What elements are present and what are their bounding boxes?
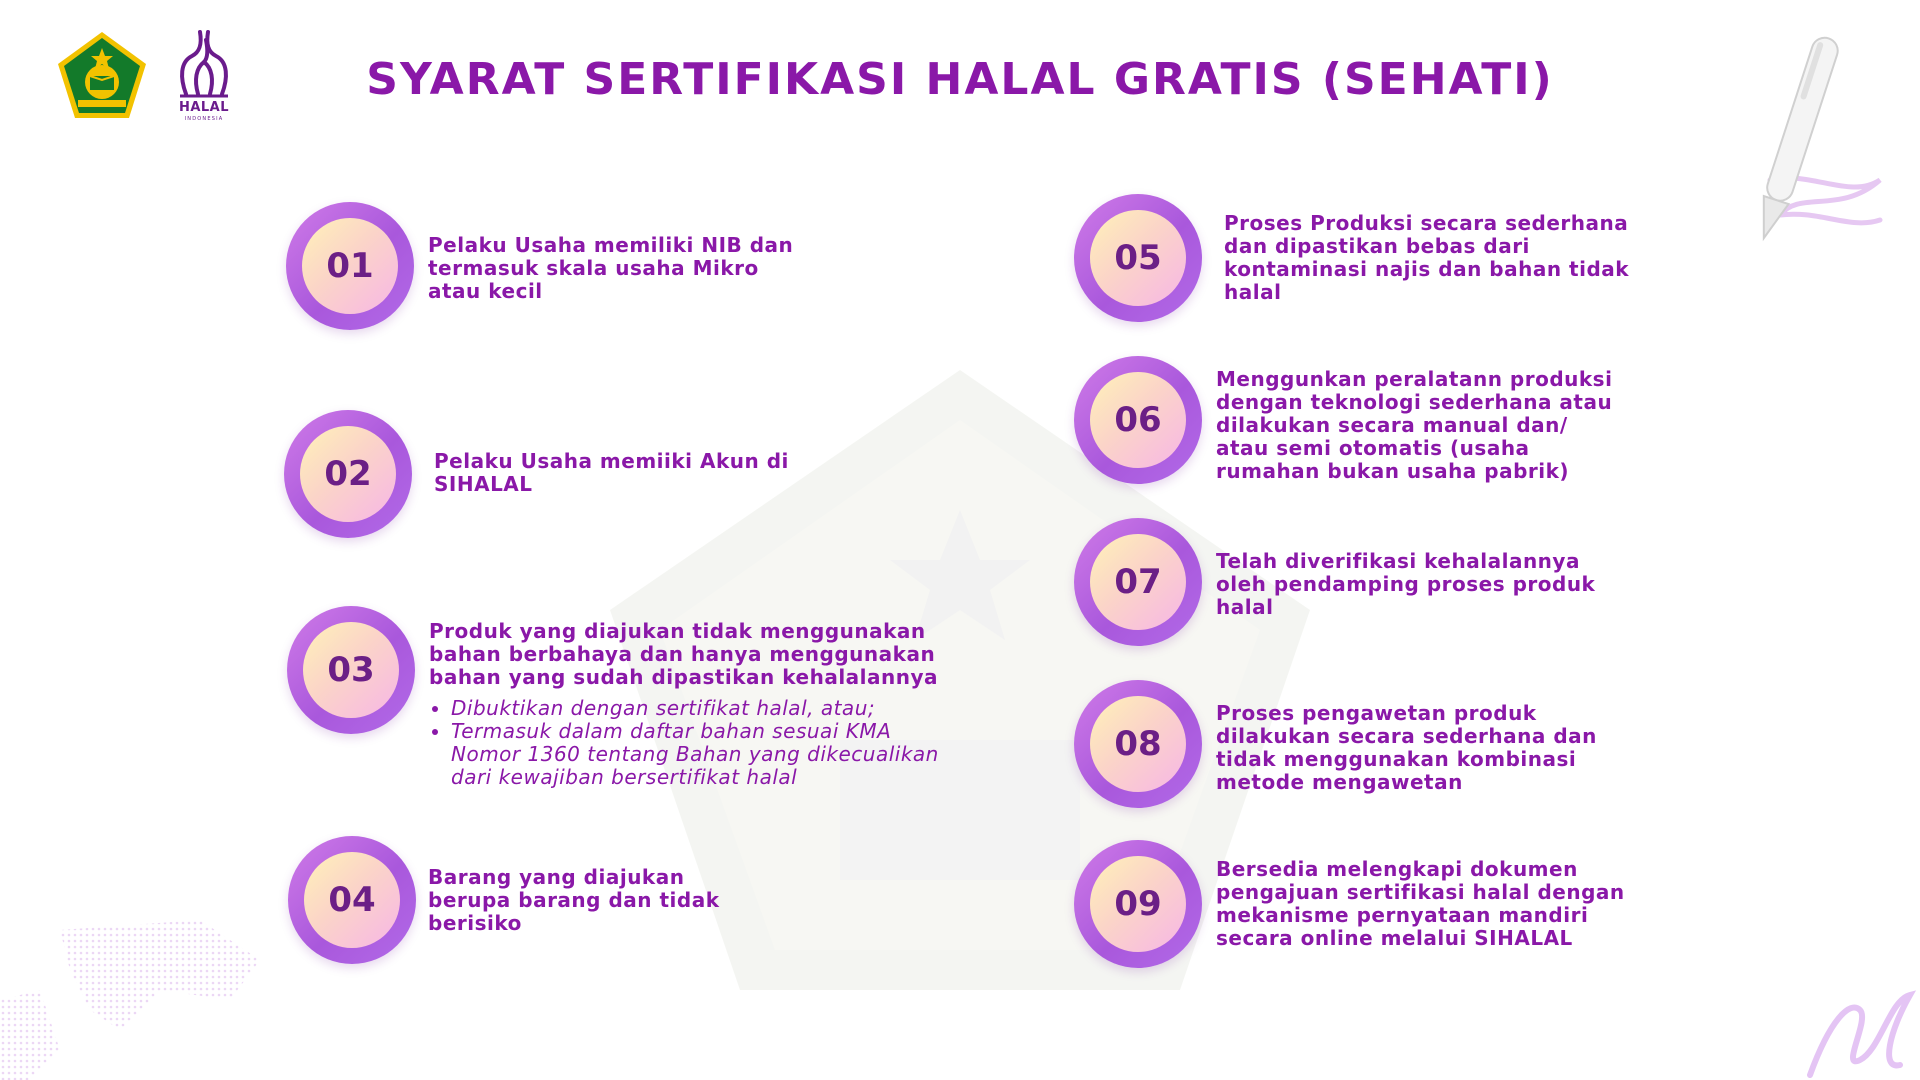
bullet-item: • Dibuktikan dengan sertifikat halal, atau; (451, 697, 959, 720)
step-number: 08 (1090, 696, 1186, 792)
step-text: Proses Produksi secara sederhana dan dipastikan bebas dari kontaminasi najis dan bahan tidak halal (1224, 211, 1630, 304)
halal-logo-text: HALAL (178, 100, 230, 115)
step-text: Bersedia melengkapi dokumen pengajuan sertifikasi halal dengan mekanisme pernyataan mandiri secara online melalui SIHALAL (1216, 857, 1625, 950)
step-number-badge (1074, 680, 1202, 808)
step-text (429, 620, 959, 789)
step-number: 04 (304, 852, 400, 948)
step-number-badge (1074, 356, 1202, 484)
pen-icon (1740, 30, 1890, 260)
step-number: 03 (303, 622, 399, 718)
step-main-text: Produk yang diajukan tidak menggunakan bahan berbahaya dan hanya menggunakan bahan yang sudah dipastikan kehalalannya (429, 619, 939, 689)
step-text: Telah diverifikasi kehalalannya oleh pendamping proses produk halal (1216, 549, 1596, 619)
step-text: Barang yang diajukan berupa barang dan tidak berisiko (428, 865, 720, 935)
step-number: 06 (1090, 372, 1186, 468)
step-number-badge (1074, 518, 1202, 646)
step-number: 05 (1090, 210, 1186, 306)
bullet-item: • Termasuk dalam daftar bahan sesuai KMA Nomor 1360 tentang Bahan yang dikecualikan dari kewajiban bersertifikat halal (451, 720, 959, 789)
page-title: SYARAT SERTIFIKASI HALAL GRATIS (SEHATI) (366, 54, 1554, 105)
step-text: Pelaku Usaha memiiki Akun di SIHALAL (434, 449, 789, 496)
step-number: 02 (300, 426, 396, 522)
step-text: Menggunkan peralatann produksi dengan teknologi sederhana atau dilakukan secara manual dan/ atau semi otomatis (usaha rumahan bukan usaha pabrik) (1216, 367, 1613, 483)
step-number-badge (1074, 194, 1202, 322)
step-number: 01 (302, 218, 398, 314)
step-number-badge (286, 202, 414, 330)
step-number-badge (1074, 840, 1202, 968)
step-text: Pelaku Usaha memiliki NIB dan termasuk skala usaha Mikro atau kecil (428, 233, 794, 303)
halal-logo-subtext: INDONESIA (184, 116, 224, 122)
step-number-badge (284, 410, 412, 538)
step-bullet-list (429, 697, 959, 789)
step-number: 07 (1090, 534, 1186, 630)
step-number: 09 (1090, 856, 1186, 952)
step-number-badge (287, 606, 415, 734)
swirl-decoration (1800, 980, 1920, 1080)
step-text: Proses pengawetan produk dilakukan secara sederhana dan tidak menggunakan kombinasi metode mengawetan (1216, 701, 1597, 794)
dotted-map-decoration (0, 920, 270, 1080)
step-number-badge (288, 836, 416, 964)
